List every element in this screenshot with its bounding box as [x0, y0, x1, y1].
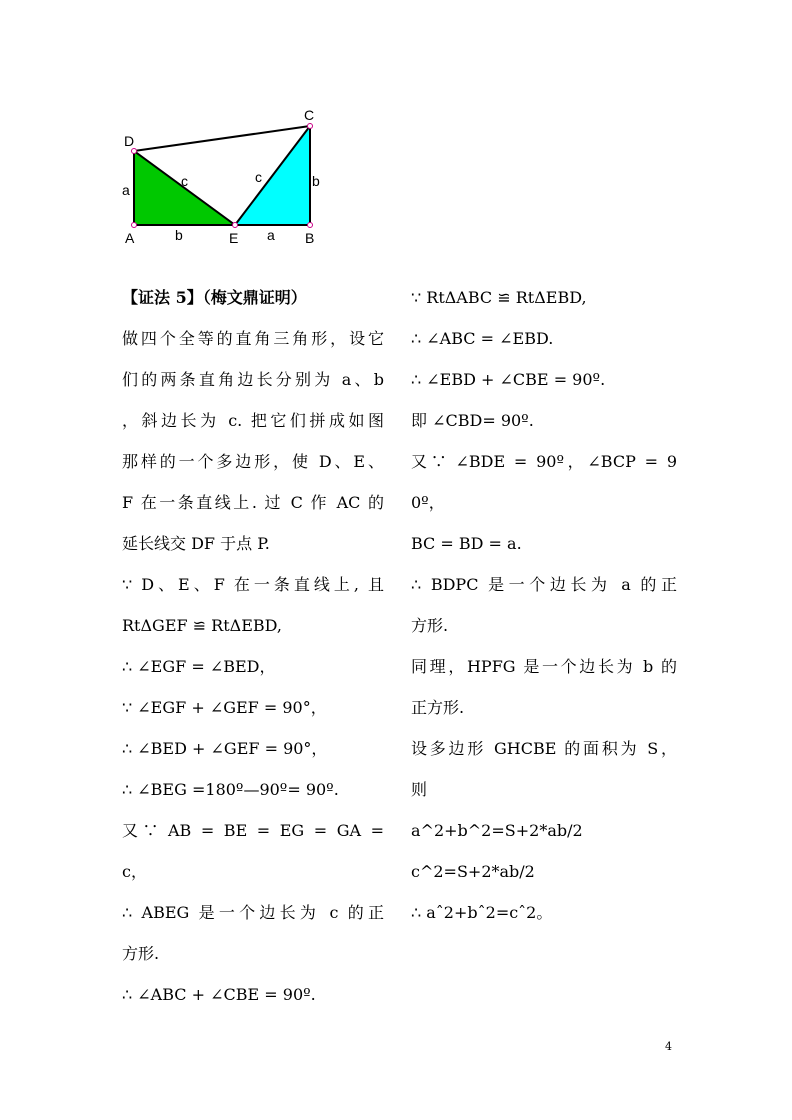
vertex-b	[308, 223, 313, 228]
text-line: 同理，HPFG 是一个边长为 b 的	[411, 657, 677, 676]
page-number: 4	[665, 1040, 672, 1053]
text-line: RtΔGEF ≌ RtΔEBD,	[122, 616, 282, 635]
text-line: 则	[411, 780, 428, 799]
text-line: ∵ ∠EGF + ∠GEF = 90°，	[122, 698, 327, 717]
conclusion-line: ∴ aˆ2+bˆ2=cˆ2。	[411, 903, 553, 922]
label-c-side-left: c	[181, 173, 188, 189]
left-column	[122, 288, 384, 1026]
text-line: 那样的一个多边形，使 D、E、	[122, 452, 384, 471]
text-line: 又∵ AB = BE = EG = GA =	[122, 821, 384, 840]
label-d: D	[124, 133, 135, 149]
text-line: ∴ ∠ABC + ∠CBE = 90º.	[122, 985, 316, 1004]
label-b-side-right: b	[312, 173, 320, 189]
text-line: 即 ∠CBD= 90º.	[411, 411, 534, 430]
text-line: c，	[122, 862, 147, 881]
text-line: 方形.	[411, 616, 449, 635]
text-line: 做四个全等的直角三角形，设它	[122, 329, 384, 348]
text-line: BC = BD = a.	[411, 534, 522, 553]
text-line: 方形.	[122, 944, 160, 963]
proof-figure	[118, 100, 338, 250]
vertex-e	[233, 223, 238, 228]
proof-diagram	[118, 100, 338, 250]
vertex-d	[132, 149, 137, 154]
right-triangle	[235, 126, 310, 225]
text-line: ，斜边长为 c. 把它们拼成如图	[122, 411, 384, 430]
text-line: ∴ ∠EGF = ∠BED，	[122, 657, 276, 676]
text-line: F 在一条直线上. 过 C 作 AC 的	[122, 493, 384, 512]
formula-line: a^2+b^2=S+2*ab/2	[411, 821, 583, 840]
segment-dc	[134, 126, 310, 151]
text-line: ∴ BDPC 是一个边长为 a 的正	[411, 575, 677, 594]
right-column	[411, 288, 677, 944]
text-line: 们的两条直角边长分别为 a、b	[122, 370, 384, 389]
label-b-side-bottom: b	[175, 227, 183, 243]
vertex-a	[132, 223, 137, 228]
text-line: 0º，	[411, 493, 445, 512]
label-b: B	[305, 230, 315, 246]
text-line: 又∵ ∠BDE = 90º，∠BCP = 9	[411, 452, 677, 471]
label-a: A	[125, 230, 135, 246]
text-line: ∴ ∠ABC = ∠EBD.	[411, 329, 554, 348]
label-a-side-bottom: a	[267, 227, 275, 243]
text-line: 延长线交 DF 于点 P.	[122, 534, 270, 553]
text-line: ∴ ∠EBD + ∠CBE = 90º.	[411, 370, 606, 389]
text-line: ∴ ∠BEG =180º—90º= 90º.	[122, 780, 339, 799]
text-line: ∴ ABEG 是一个边长为 c 的正	[122, 903, 384, 922]
text-line: ∵ D、E、F 在一条直线上, 且	[122, 575, 384, 594]
text-line: ∴ ∠BED + ∠GEF = 90°，	[122, 739, 328, 758]
label-e: E	[229, 230, 239, 246]
formula-line: c^2=S+2*ab/2	[411, 862, 535, 881]
label-a-side-left: a	[122, 182, 130, 198]
proof-heading: 【证法 5】（梅文鼎证明）	[122, 288, 307, 307]
text-line: 正方形.	[411, 698, 465, 717]
vertex-c	[308, 124, 313, 129]
text-line: ∵ RtΔABC ≌ RtΔEBD,	[411, 288, 587, 307]
label-c: C	[304, 107, 315, 123]
label-c-side-right: c	[255, 169, 262, 185]
text-line: 设多边形 GHCBE 的面积为 S，	[411, 739, 677, 758]
